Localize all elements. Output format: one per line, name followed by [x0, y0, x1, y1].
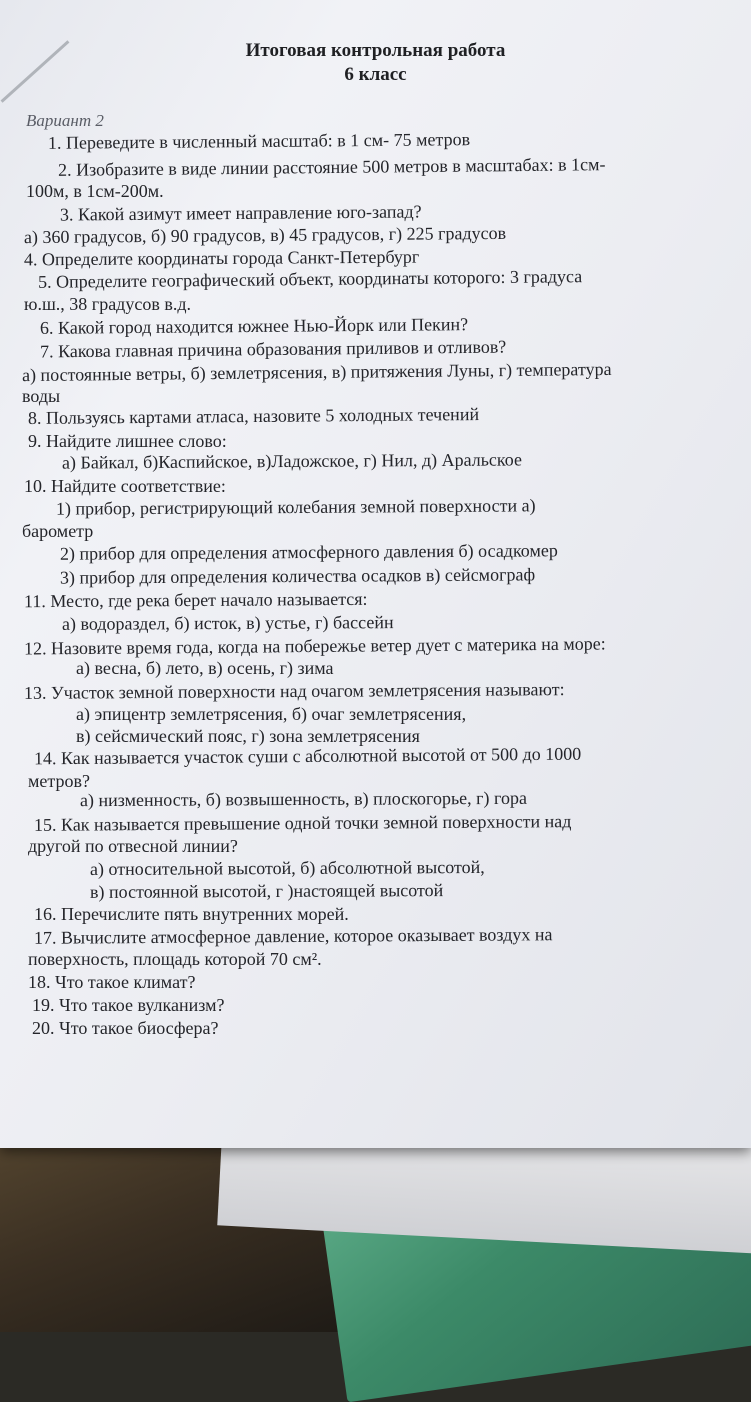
- question-line: 3) прибор для определения количества осадков в) сейсмограф: [59, 564, 536, 588]
- question-line: а) 360 градусов, б) 90 градусов, в) 45 градусов, г) 225 градусов: [23, 222, 507, 248]
- question-line: а) относительной высотой, б) абсолютной высотой,: [89, 856, 485, 880]
- question-line: 10. Найдите соответствие:: [24, 476, 226, 496]
- question-line: 2. Изобразите в виде линии расстояние 500 метров в масштабах: в 1см-: [57, 154, 606, 180]
- question-line: 11. Место, где река берет начало называется:: [23, 588, 368, 612]
- question-line: в) постоянной высотой, г )настоящей высотой: [89, 880, 444, 902]
- question-line: другой по отвесной линии?: [28, 836, 238, 856]
- question-line: а) водораздел, б) исток, в) устье, г) бассейн: [61, 612, 394, 634]
- question-line: 4. Определите координаты города Санкт-Петербург: [23, 246, 420, 270]
- question-line: 12. Назовите время года, когда на побережье ветер дует с материка на море:: [23, 633, 606, 659]
- question-line: 1. Переведите в численный масштаб: в 1 см- 75 метров: [47, 129, 471, 153]
- question-line: 15. Как называется превышение одной точки земной поверхности над: [33, 811, 572, 835]
- variant-label: Вариант 2: [26, 111, 104, 130]
- question-line: 17. Вычислите атмосферное давление, которое оказывает воздух на: [33, 924, 553, 948]
- question-line: барометр: [22, 521, 94, 541]
- question-line: а) эпицентр землетрясения, б) очаг землетрясения,: [76, 704, 467, 724]
- question-line: а) весна, б) лето, в) осень, г) зима: [76, 658, 334, 678]
- document-title: Итоговая контрольная работа: [245, 40, 506, 61]
- question-line: в) сейсмический пояс, г) зона землетрясения: [76, 726, 420, 746]
- question-line: 14. Как называется участок суши с абсолютной высотой от 500 до 1000: [33, 743, 582, 769]
- question-line: 3. Какой азимут имеет направление юго-запад?: [59, 201, 422, 225]
- question-line: 1) прибор, регистрирующий колебания земной поверхности а): [55, 495, 536, 519]
- question-line: 2) прибор для определения атмосферного давления б) осадкомер: [59, 540, 558, 564]
- question-line: 13. Участок земной поверхности над очагом землетрясения называют:: [23, 679, 565, 703]
- question-line: воды: [22, 386, 61, 406]
- question-line: 5. Определите географический объект, координаты которого: 3 градуса: [37, 266, 583, 292]
- question-line: 19. Что такое вулканизм?: [32, 995, 225, 1015]
- question-line: поверхность, площадь которой 70 см².: [28, 949, 322, 969]
- question-line: 16. Перечислите пять внутренних морей.: [34, 904, 349, 924]
- question-line: 8. Пользуясь картами атласа, назовите 5 холодных течений: [27, 404, 480, 428]
- grade-label: 6 класс: [344, 64, 407, 85]
- question-line: а) постоянные ветры, б) землетрясения, в) притяжения Луны, г) температура: [21, 358, 612, 386]
- question-line: 9. Найдите лишнее слово:: [28, 431, 227, 451]
- question-line: ю.ш., 38 градусов в.д.: [24, 294, 191, 314]
- question-line: а) низменность, б) возвышенность, в) плоскогорье, г) гора: [79, 787, 527, 811]
- question-line: 100м, в 1см-200м.: [26, 181, 164, 201]
- question-line: а) Байкал, б)Каспийское, в)Ладожское, г) Нил, д) Аральское: [61, 449, 523, 473]
- question-line: 20. Что такое биосфера?: [32, 1018, 219, 1038]
- question-line: 6. Какой город находится южнее Нью-Йорк или Пекин?: [39, 314, 469, 338]
- question-line: 7. Какова главная причина образования приливов и отливов?: [39, 336, 507, 362]
- question-line: метров?: [28, 771, 90, 791]
- question-line: 18. Что такое климат?: [28, 972, 196, 992]
